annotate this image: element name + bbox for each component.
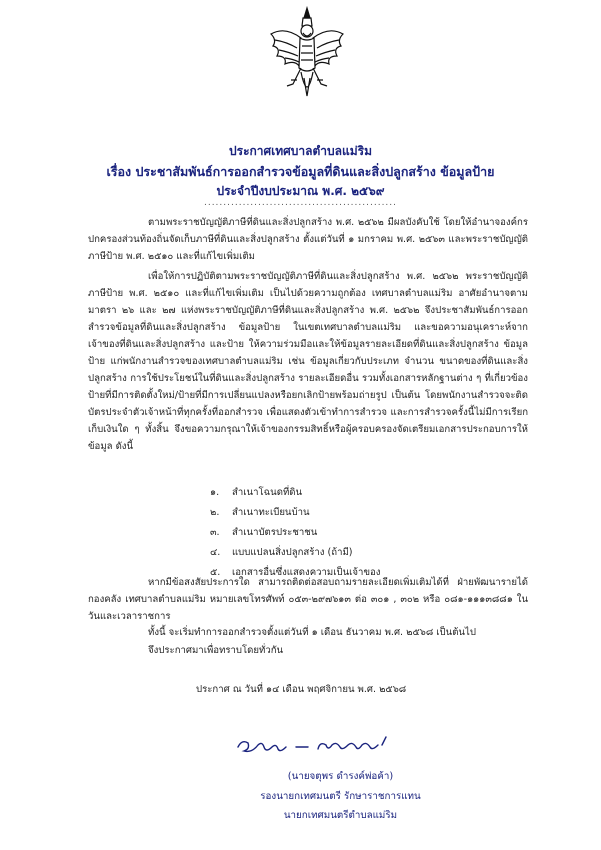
paragraph-1 <box>88 214 528 265</box>
list-item <box>210 523 380 543</box>
paragraph-4-text: ทั้งนี้ จะเริ่มทำการออกสำรวจตั้งแต่วันที่ ๑ เดือน ธันวาคม พ.ศ. ๒๕๖๘ เป็นต้นไป <box>148 627 476 638</box>
signatory-position-1: รองนายกเทศมนตรี รักษาราชการแทน <box>260 791 421 802</box>
list-item-number: ๒. <box>210 506 220 518</box>
list-item-text: เอกสารอื่นซึ่งแสดงความเป็นเจ้าของ <box>232 566 381 578</box>
list-item-text: สำเนาทะเบียนบ้าน <box>232 506 310 518</box>
handwritten-signature <box>232 733 402 759</box>
announcement-subject: เรื่อง ประชาสัมพันธ์การออกสำรวจข้อมูลที่ดินและสิ่งปลูกสร้าง ข้อมูลป้าย <box>106 164 495 179</box>
list-item-number: ๔. <box>210 546 221 558</box>
announcement-date: ประกาศ ณ วันที่ ๑๔ เดือน พฤศจิกายน พ.ศ. ๒๕๖๘ <box>196 684 407 695</box>
list-item-number: ๓. <box>210 526 220 538</box>
announcement-title: ประกาศเทศบาลตำบลแม่ริม <box>229 144 372 158</box>
list-item <box>210 483 380 503</box>
list-item-text: สำเนาโฉนดที่ดิน <box>232 486 303 498</box>
list-item <box>210 543 380 563</box>
paragraph-4 <box>88 624 528 641</box>
list-item-number: ๑. <box>210 486 220 498</box>
paragraph-3 <box>88 574 528 625</box>
signatory-name: (นายจตุพร ดำรงค์พ่อค้า) <box>287 771 394 782</box>
separator-line: .................................................. <box>203 198 398 208</box>
list-item-text: แบบแปลนสิ่งปลูกสร้าง (ถ้ามี) <box>232 546 353 558</box>
list-item-text: สำเนาบัตรประชาชน <box>232 526 318 538</box>
paragraph-5-text: จึงประกาศมาเพื่อทราบโดยทั่วกัน <box>148 645 284 656</box>
paragraph-3-text: หากมีข้อสงสัยประการใด สามารถติดต่อสอบถามรายละเอียดเพิ่มเติมได้ที่ ฝ่ายพัฒนารายได้ กองคลัง เทศบาลตำบลแม่ริม หมายเลขโทรศัพท์ ๐๕๓-๒๙๗๖๑๓ ต่อ ๓๐๑ , ๓๐๒ หรือ ๐๘๑-๑๑๑๓๘๘๑ ในวันและเวลาราชการ <box>88 577 528 622</box>
signatory-position-2: นายกเทศมนตรีตำบลแม่ริม <box>283 810 398 821</box>
paragraph-5 <box>88 642 528 659</box>
garuda-emblem-icon <box>267 6 347 104</box>
list-item-number: ๕. <box>210 566 221 578</box>
paragraph-1-text: ตามพระราชบัญญัติภาษีที่ดินและสิ่งปลูกสร้าง พ.ศ. ๒๕๖๒ มีผลบังคับใช้ โดยให้อำนาจองค์กรปกครองส่วนท้องถิ่นจัดเก็บภาษีที่ดินและสิ่งปลูกสร้าง ตั้งแต่วันที่ ๑ มกราคม พ.ศ. ๒๕๖๓ และพระราชบัญญัติภาษีป้าย พ.ศ. ๒๕๑๐ และที่แก้ไขเพิ่มเติม <box>88 217 528 262</box>
paragraph-2-text: เพื่อให้การปฏิบัติตามพระราชบัญญัติภาษีที่ดินและสิ่งปลูกสร้าง พ.ศ. ๒๕๖๒ พระราชบัญญัติภาษีป้าย พ.ศ. ๒๕๑๐ และที่แก้ไขเพิ่มเติม เป็นไปด้วยความถูกต้อง เทศบาลตำบลแม่ริม อาศัยอำนาจตามมาตรา ๒๖ และ ๒๗ แห่งพระราชบัญญัติภาษีที่ดินและสิ่งปลูกสร้าง พ.ศ. ๒๕๖๒ จึงประชาสัมพันธ์การออกสำรวจข้อมูลที่ดินและสิ่งปลูกสร้าง ข้อมูลป้าย ในเขตเทศบาลตำบลแม่ริม และขอความอนุเคราะห์จากเจ้าของที่ดินและสิ่งปลูกสร้าง และป้าย ให้ความร่วมมือและให้ข้อมูลรายละเอียดที่ดินและสิ่งปลูกสร้าง ข้อมูลป้าย แก่พนักงานสำรวจของเทศบาลตำบลแม่ริม เช่น ข้อมูลเกี่ยวกับประเภท จำนวน ขนาดของที่ดินและสิ่งปลูกสร้าง การใช้ประโยชน์ในที่ดินและสิ่งปลูกสร้าง รายละเอียดอื่น รวมทั้งเอกสารหลักฐานต่าง ๆ ที่เกี่ยวข้อง ป้ายที่มีการติดตั้งใหม่/ป้ายที่มีการเปลี่ยนแปลงหรือยกเลิกป้ายพร้อมถ่ายรูป เป็นต้น โดยพนักงานสำรวจจะติดบัตรประจำตัวเจ้าหน้าที่ทุกครั้งที่ออกสำรวจ เพื่อแสดงตัวเข้าทำการสำรวจ และการสำรวจครั้งนี้ไม่มีการเรียกเก็บเงินใด ๆ ทั้งสิ้น จึงขอความกรุณาให้เจ้าของกรรมสิทธิ์หรือผู้ครอบครองจัดเตรียมเอกสารประกอบการให้ข้อมูล ดังนี้ <box>88 271 528 452</box>
list-item <box>210 503 380 523</box>
paragraph-2 <box>88 268 528 455</box>
document-list <box>170 483 380 583</box>
fiscal-year-line: ประจำปีงบประมาณ พ.ศ. ๒๕๖๙ <box>216 184 385 198</box>
